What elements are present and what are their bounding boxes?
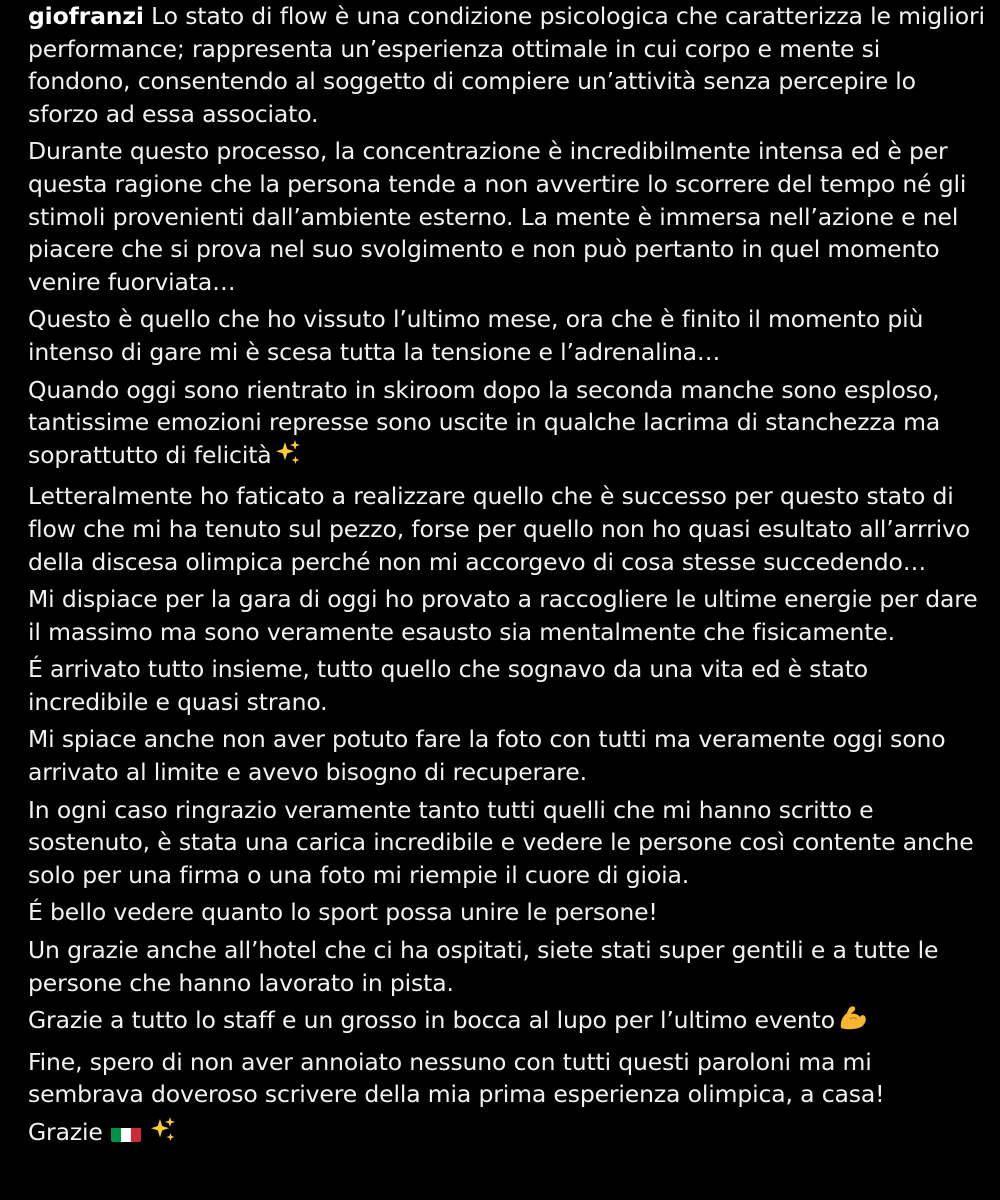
sparkles-icon bbox=[149, 1116, 177, 1153]
caption-text: Mi spiace anche non aver potuto fare la foto con tutti ma veramente oggi sono arrivato al limite e avevo bisogno di recuperare. bbox=[28, 725, 946, 787]
caption-text: Durante questo processo, la concentrazione è incredibilmente intensa ed è per questa ragione che la persona tende a non avvertire lo scorrere del tempo né gli stimoli provenienti dall’ambiente esterno. La mente è immersa nell’azione e nel piacere che si prova nel suo svolgimento e non può pertanto in quel momento venire fuorviata… bbox=[28, 137, 967, 296]
caption-text: Quando oggi sono rientrato in skiroom dopo la seconda manche sono esploso, tantissime emozioni represse sono uscite in qualche lacrima di stanchezza ma soprattutto di felicità bbox=[28, 375, 941, 469]
caption-paragraph bbox=[28, 480, 988, 578]
caption-text: Grazie bbox=[28, 1118, 103, 1146]
flexed-biceps-icon bbox=[837, 1004, 867, 1041]
caption-text: Questo è quello che ho vissuto l’ultimo mese, ora che è finito il momento più intenso di gare mi è scesa tutta la tensione e l’adrenalina… bbox=[28, 305, 924, 366]
caption-text: Fine, spero di non aver annoiato nessuno con tutti questi paroloni ma mi sembrava doveroso scrivere della mia prima esperienza olimpica, a casa! bbox=[28, 1047, 885, 1109]
username-link[interactable]: giofranzi bbox=[28, 2, 144, 30]
caption-text: Mi dispiace per la gara di oggi ho provato a raccogliere le ultime energie per dare il massimo ma sono veramente esausto sia mentalmente che fisicamente. bbox=[28, 585, 978, 646]
caption-text: É bello vedere quanto lo sport possa unire le persone! bbox=[28, 898, 658, 927]
caption-paragraph bbox=[28, 896, 988, 929]
caption-paragraph bbox=[28, 1116, 988, 1153]
caption-paragraph bbox=[28, 723, 988, 788]
caption-paragraph bbox=[28, 303, 988, 368]
caption-text: Grazie a tutto lo staff e un grosso in bocca al lupo per l’ultimo evento bbox=[28, 1006, 835, 1035]
caption-paragraph bbox=[28, 374, 988, 476]
caption-paragraph bbox=[28, 794, 988, 892]
caption-text: Letteralmente ho faticato a realizzare quello che è successo per questo stato di flow che mi ha tenuto sul pezzo, forse per quello non ho quasi esultato all’arrrivo della discesa olimpica perché non mi accorgevo di cosa stesse succedendo… bbox=[28, 482, 970, 576]
sparkles-icon bbox=[274, 439, 302, 476]
caption-text: In ogni caso ringrazio veramente tanto tutti quelli che mi hanno scritto e sostenuto, è stata una carica incredibile e vedere le persone così contente anche solo per una firma o una foto mi riempie il cuore di gioia. bbox=[28, 795, 974, 889]
post-caption bbox=[28, 0, 988, 1158]
caption-paragraph bbox=[28, 135, 988, 298]
caption-paragraph bbox=[28, 0, 988, 130]
italy-flag-icon bbox=[111, 1123, 141, 1142]
caption-text: Un grazie anche all’hotel che ci ha ospitati, siete stati super gentili e a tutte le persone che hanno lavorato in pista. bbox=[28, 936, 939, 997]
caption-paragraph bbox=[28, 583, 988, 648]
caption-paragraph bbox=[28, 1046, 988, 1111]
caption-paragraph bbox=[28, 1004, 988, 1041]
caption-paragraph bbox=[28, 934, 988, 999]
caption-paragraph bbox=[28, 653, 988, 718]
caption-text: Lo stato di flow è una condizione psicologica che caratterizza le migliori performance; rappresenta un’esperienza ottimale in cui corpo e mente si fondono, consentendo al soggetto di compiere un’attività senza percepire lo sforzo ad essa associato. bbox=[28, 2, 985, 128]
caption-text: É arrivato tutto insieme, tutto quello che sognavo da una vita ed è stato incredibile e quasi strano. bbox=[28, 655, 868, 716]
